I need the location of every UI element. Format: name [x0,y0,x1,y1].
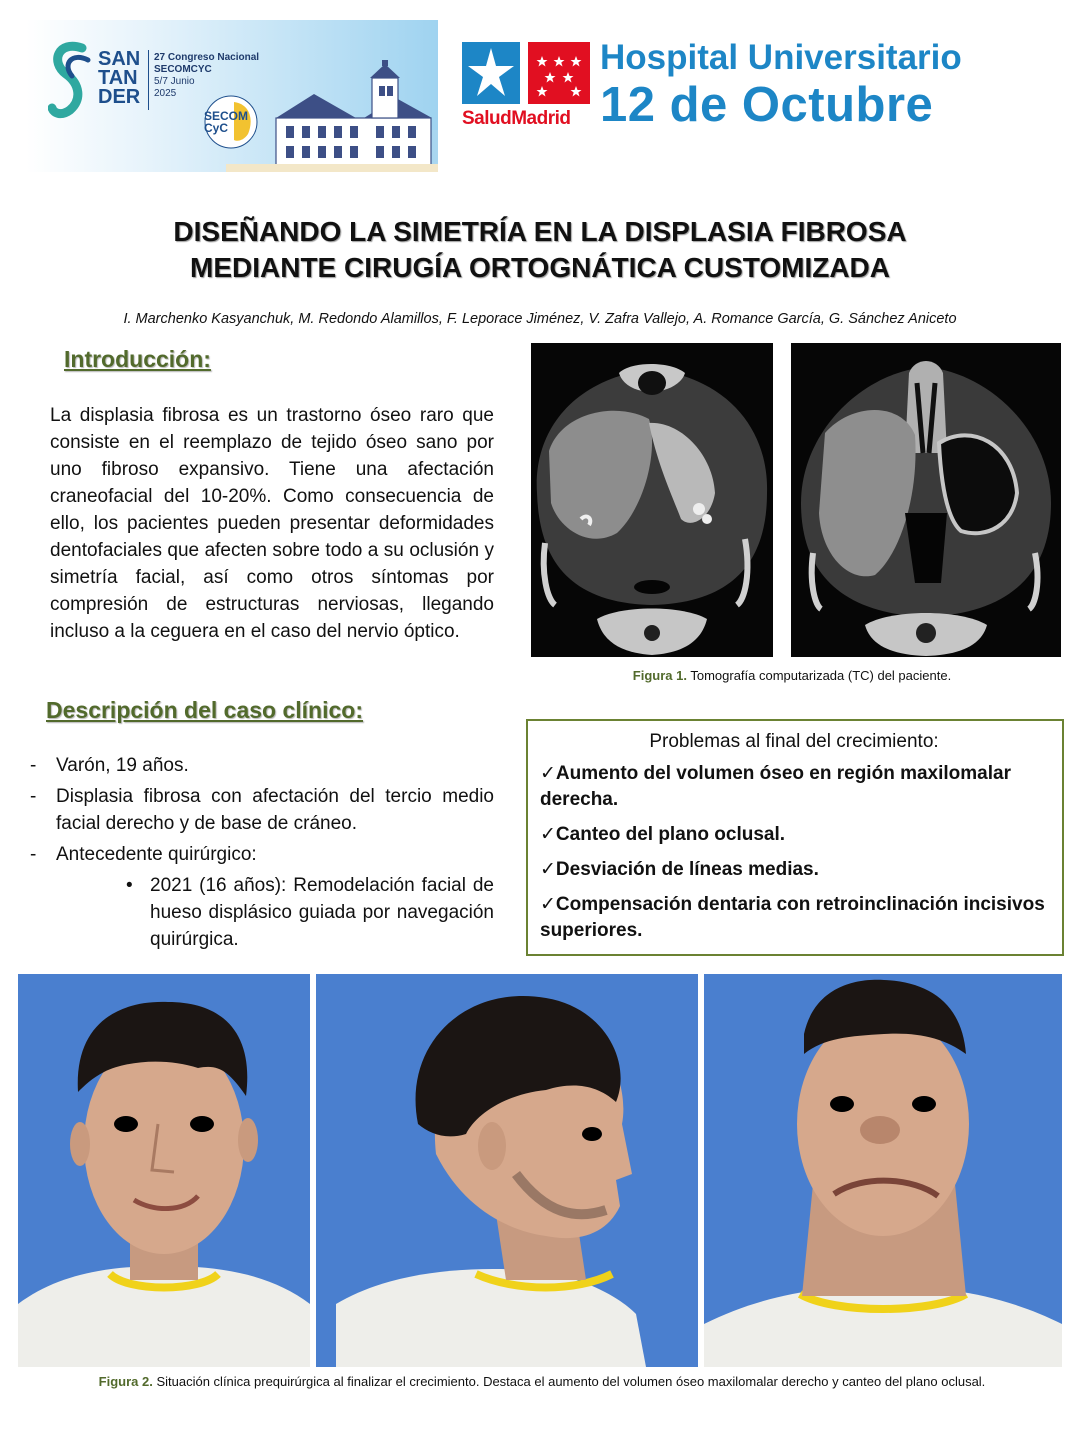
patient-frontal-illustration [18,974,310,1367]
dash-marker: - [30,844,37,865]
case-item-text: Varón, 19 años. [56,755,189,776]
case-sub-item-text: 2021 (16 años): Remodelación facial de hueso displásico guiada por navegación quirúrgica. [150,875,494,950]
problem-item [540,822,1048,848]
problem-item-text: Compensación dentaria con retroinclinación incisivos superiores. [540,894,1045,941]
congress-divider [148,50,149,110]
checkmark-icon: ✓ [540,763,556,784]
title-line-1: DISEÑANDO LA SIMETRÍA EN LA DISPLASIA FIBROSA [173,216,907,247]
introduction-heading: Introducción: [64,346,211,372]
figure-2-caption-text: Situación clínica prequirúrgica al finalizar el crecimiento. Destaca el aumento del volumen óseo maxilomalar derecho y canteo del plano oclusal. [152,1374,986,1389]
case-item-surgical-history [30,841,494,868]
ct-scan-axial-mandible [531,343,773,657]
problem-item [540,761,1048,813]
problem-item [540,892,1048,944]
checkmark-icon: ✓ [540,894,556,915]
badge-line-1: SECOM [204,109,249,123]
santander-s-logo-icon [48,40,92,126]
case-item-text: Displasia fibrosa con afectación del tercio medio facial derecho y de base de cráneo. [56,786,494,834]
ct-scan-left-illustration [531,343,773,657]
congress-dates: 5/7 Junio [154,76,195,87]
city-line-3: DER [98,86,141,108]
congress-banner [26,20,438,172]
city-line-2: TAN [98,67,138,89]
case-item-diagnosis [30,783,494,837]
case-sub-item-2021 [124,872,494,953]
city-line-1: SAN [98,48,141,70]
case-heading: Descripción del caso clínico: [46,697,363,723]
badge-line-2: CyC [204,121,229,135]
patient-photo-worms-eye [704,974,1062,1367]
ct-scan-right-illustration [791,343,1061,657]
checkmark-icon: ✓ [540,859,556,880]
salud-madrid-star-icon [462,42,520,104]
dash-marker: - [30,786,37,807]
case-item-age [30,752,494,779]
madrid-flag-icon [528,42,590,104]
figure-1-label: Figura 1. [632,668,687,683]
figure-1-caption-text: Tomografía computarizada (TC) del paciente. [686,668,952,683]
figure-1-caption [522,668,1062,683]
hospital-name [600,40,962,130]
salud-madrid-logo [462,42,592,138]
figure-2-label: Figura 2. [98,1374,153,1389]
title-line-2: MEDIANTE CIRUGÍA ORTOGNÁTICA CUSTOMIZADA [190,252,890,283]
hospital-name-line-1: Hospital Universitario [600,38,962,77]
problem-item-text: Aumento del volumen óseo en región maxilomalar derecha. [540,763,1011,810]
salud-madrid-label: SaludMadrid [462,108,571,129]
ct-scan-axial-maxilla [791,343,1061,657]
authors-list: I. Marchenko Kasyanchuk, M. Redondo Alamillos, F. Leporace Jiménez, V. Zafra Vallejo, A. Romance García, G. Sánchez Aniceto [123,311,957,327]
congress-society: SECOMCYC [154,64,212,75]
congress-year: 2025 [154,88,177,99]
hospital-name-line-2: 12 de Octubre [600,78,934,132]
figure-2-caption [20,1374,1064,1389]
congress-city [98,50,140,107]
introduction-text: La displasia fibrosa es un trastorno óseo raro que consiste en el reemplazo de tejido óseo sano por uno fibroso expansivo. Tiene una afectación craneofacial del 10-20%. Como consecuencia de ello, los pacientes pueden presentar deformidades dentofaciales que afecten sobre todo a su oclusión y simetría facial, así como otros síntomas por compresión de estructuras nerviosas, llegando incluso a la ceguera en el caso del nervio óptico. [50,405,494,642]
dash-marker: - [30,755,37,776]
congress-edition: 27 Congreso Nacional [154,52,260,63]
case-item-text: Antecedente quirúrgico: [56,844,257,865]
patient-profile-illustration [316,974,698,1367]
problem-item [540,857,1048,883]
problem-item-text: Desviación de líneas medias. [555,859,819,880]
patient-worms-eye-illustration [704,974,1062,1367]
secomcyc-badge-text [204,110,248,134]
patient-photo-profile [316,974,698,1367]
case-list [30,752,494,953]
bullet-marker: • [126,875,133,896]
poster-title [40,214,1040,286]
checkmark-icon: ✓ [540,824,556,845]
problems-title: Problemas al final del crecimiento: [649,731,939,752]
problems-box [526,719,1064,956]
problem-item-text: Canteo del plano oclusal. [555,824,786,845]
patient-photo-frontal [18,974,310,1367]
